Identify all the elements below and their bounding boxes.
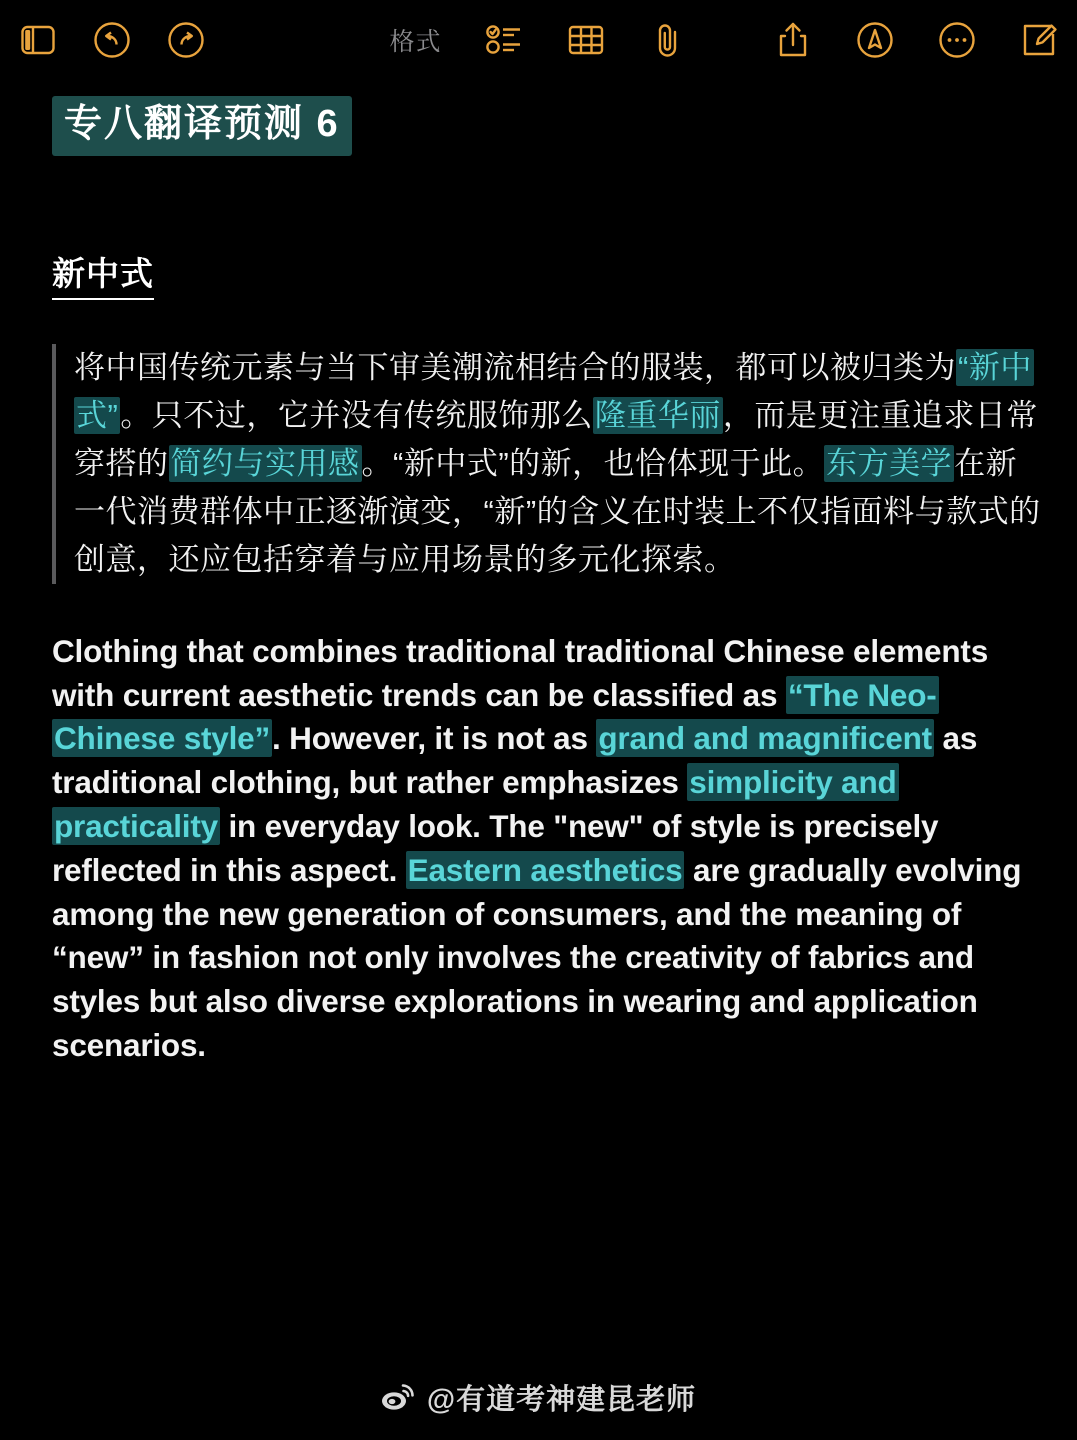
paragraph-text: as traditional clothing, but rather emphasizes <box>52 720 978 801</box>
toolbar-center-group <box>389 20 687 60</box>
highlighted-text: grand and magnificent <box>598 720 932 757</box>
toolbar-right-group <box>773 20 1059 60</box>
highlighted-text: 简约与实用感 <box>170 445 360 481</box>
compose-icon[interactable] <box>1019 20 1059 60</box>
paragraph-text: in everyday look. The "new" of style is precisely reflected in this aspect. <box>52 807 939 888</box>
toolbar <box>0 0 1077 80</box>
format-button[interactable]: 格式 <box>389 28 442 56</box>
page-title: 专八翻译预测 6 <box>52 96 352 156</box>
sidebar-toggle-icon[interactable] <box>18 20 58 60</box>
highlighted-text: simplicity and practicality <box>54 764 897 844</box>
paragraph-text: 在新一代消费群体中正逐渐演变，“新”的含义在时装上不仅指面料与款式的创意，还应包括穿着与应用场景的多元化探索。 <box>74 445 1041 577</box>
chinese-paragraph <box>74 344 1041 584</box>
note-content[interactable] <box>0 80 1077 1354</box>
highlighted-text: “新中式” <box>76 349 1032 433</box>
redo-icon[interactable] <box>166 20 206 60</box>
highlighted-text: 东方美学 <box>826 445 953 481</box>
highlighted-text: 隆重华丽 <box>594 397 721 433</box>
markup-pen-icon[interactable] <box>855 20 895 60</box>
weibo-icon <box>381 1383 415 1411</box>
watermark-text: @有道考神建昆老师 <box>426 1383 697 1416</box>
more-ellipsis-icon[interactable] <box>937 20 977 60</box>
paragraph-text: 。只不过，它并没有传统服饰那么 <box>120 397 593 433</box>
undo-icon[interactable] <box>92 20 132 60</box>
title-row <box>52 96 1041 156</box>
paragraph-text: Clothing that combines traditional traditional Chinese elements with current aesthetic trends can be classified as <box>52 632 989 713</box>
paragraph-text: 。“新中式”的新，也恰体现于此。 <box>361 445 825 481</box>
paragraph-text: . However, it is not as <box>272 720 597 757</box>
highlighted-text: “The Neo-Chinese style” <box>54 676 937 757</box>
section-heading: 新中式 <box>52 248 154 300</box>
footer-watermark-bar <box>0 1354 1077 1440</box>
table-icon[interactable] <box>566 20 606 60</box>
checklist-icon[interactable] <box>484 20 524 60</box>
paragraph-text: are gradually evolving among the new generation of consumers, and the meaning of “new” in fashion not only involves the creativity of fabrics and styles but also diverse explorations in wearing and application scenarios. <box>52 851 1022 1063</box>
paragraph-text: 将中国传统元素与当下审美潮流相结合的服装，都可以被归类为 <box>74 349 956 385</box>
english-paragraph <box>52 630 1041 1068</box>
chinese-quote-block <box>52 344 1041 584</box>
toolbar-left-group <box>18 20 206 60</box>
share-icon[interactable] <box>773 20 813 60</box>
paragraph-text: ，而是更注重追求日常穿搭的 <box>74 397 1038 481</box>
paperclip-icon[interactable] <box>648 20 688 60</box>
highlighted-text: Eastern aesthetics <box>407 851 683 888</box>
